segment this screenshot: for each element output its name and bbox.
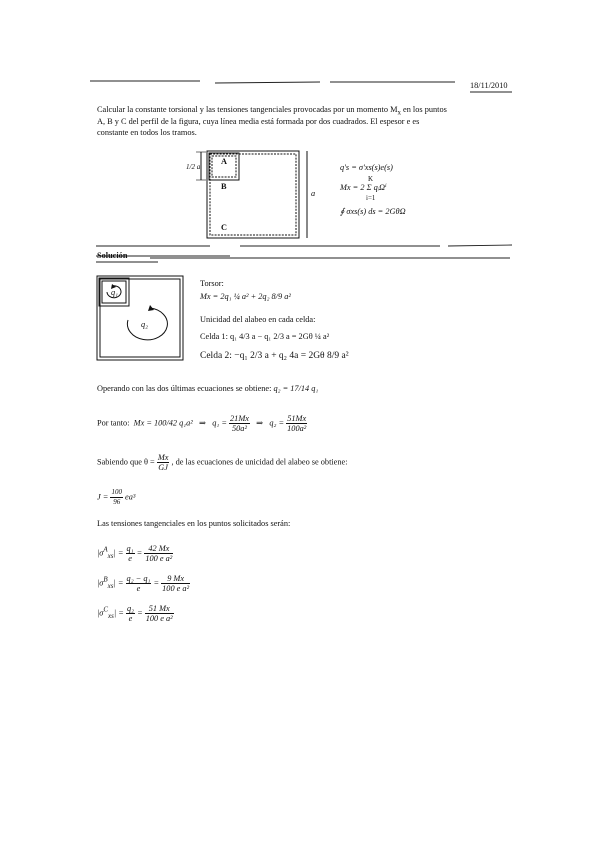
operando-text: Operando con las dos últimas ecuaciones se obtiene: q₂ = 17/14 q₁ <box>97 384 319 393</box>
dim-a: a <box>311 189 316 198</box>
unicidad-label: Unicidad del alabeo en cada celda: <box>200 315 316 324</box>
formula-compat: ∮ σxs(s) ds = 2GθΩ <box>340 207 406 216</box>
torsor-label: Torsor: <box>200 279 224 288</box>
sigma-b-equation: $|\sigma^B_{xs}|$ = $\frac{\text{q₂ − q₁}}{e}$ = $\frac{9 Mx}{\text{100 e a²}}$ <box>97 574 190 593</box>
sigma-a-equation: $|\sigma^A_{xs}|$ = $\frac{\text{q₁}}{e}$ = $\frac{42 Mx}{\text{100 e a²}}$ <box>97 544 173 563</box>
formula-moment: Mx = 2 Σ qᵢΩⁱ <box>340 183 387 192</box>
formula-sum-top: K <box>368 175 374 183</box>
problem-line-3: constante en todos los tramos. <box>97 128 197 137</box>
torsional-constant: J = $\frac{100}{96}$ ea³ <box>97 488 136 506</box>
label-point-b: B <box>221 182 227 191</box>
solution-heading: Solución <box>97 251 128 260</box>
cell-label-q1: q₁ <box>111 288 119 297</box>
problem-line-2: A, B y C del perfil de la figura, cuya línea media está formada por dos cuadrados. El espesor e es <box>97 117 420 126</box>
label-point-a: A <box>221 157 227 166</box>
dim-half-a: 1/2 a <box>186 163 201 171</box>
por-tanto-line: Por tanto: Mx = 100/42 q₁a² ⇒ q₁ = $\frac{21Mx}{\text{50a²}}$ ⇒ q₂ = $\frac{51Mx}{\text{100a²}}$ <box>97 414 307 433</box>
celda-1-equation: Celda 1: q₁ 4/3 a − q₁ 2/3 a = 2Gθ ¼ a² <box>200 332 330 341</box>
formula-sum-bottom: i=1 <box>366 194 376 202</box>
header-date: 18/11/2010 <box>470 81 508 90</box>
problem-line-1: Calcular la constante torsional y las tensiones tangenciales provocadas por un momento $M_x$ en los puntos <box>97 105 447 117</box>
cell-label-q2: q₂ <box>141 320 149 329</box>
tensiones-label: Las tensiones tangenciales en los puntos solicitados serán: <box>97 519 291 528</box>
sigma-c-equation: $|\sigma^C_{xs}|$ = $\frac{\text{q₂}}{e}$ = $\frac{51 Mx}{\text{100 e a²}}$ <box>97 604 173 623</box>
celda-2-equation: Celda 2: −q₁ 2/3 a + q₂ 4a = 2Gθ 8/9 a² <box>200 351 349 361</box>
torsor-equation: Mx = 2q₁ ¼ a² + 2q₂ 8/9 a² <box>200 292 291 301</box>
formula-shear-flow: q's = σ'xs(s)e(s) <box>340 163 393 172</box>
sabiendo-line: Sabiendo que θ = $\frac{Mx}{GJ}$ , de las ecuaciones de unicidad del alabeo se obtiene: <box>97 453 348 472</box>
label-point-c: C <box>221 223 227 232</box>
